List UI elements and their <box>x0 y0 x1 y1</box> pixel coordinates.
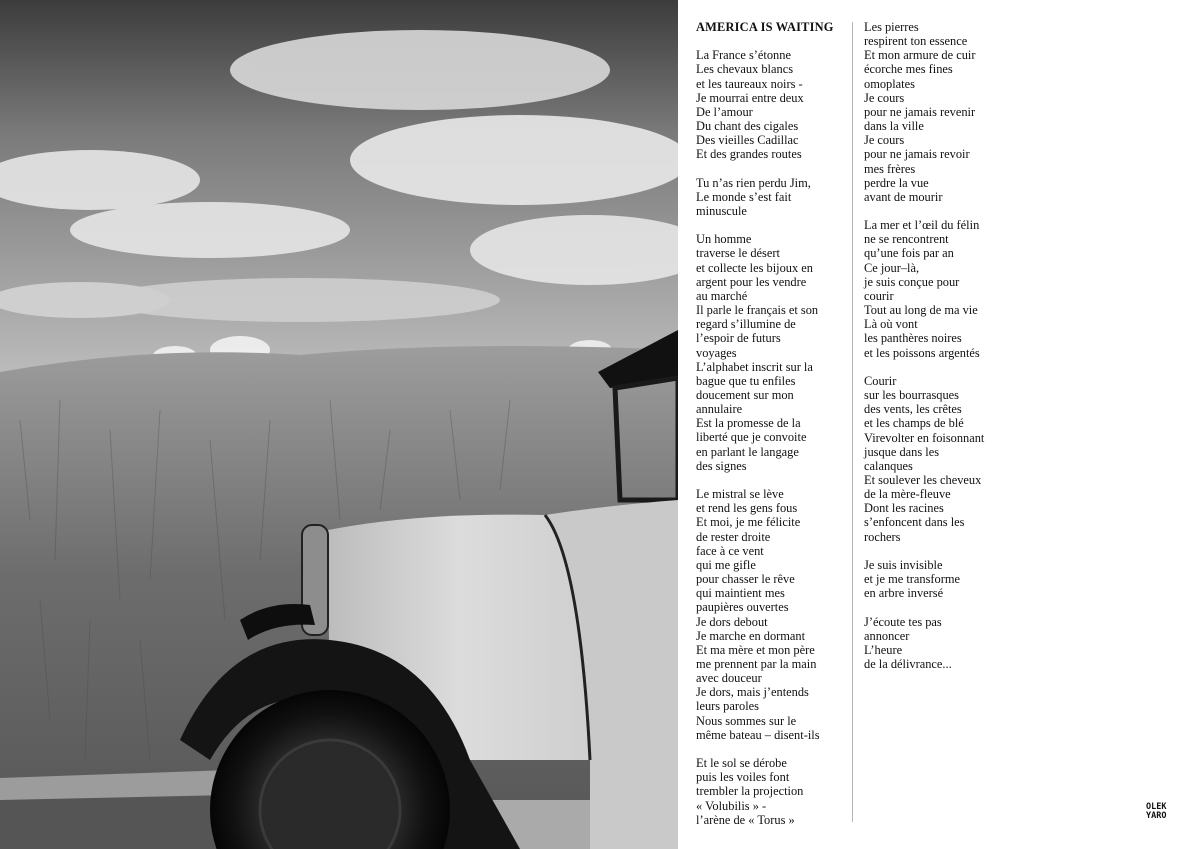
poem-line: qui me gifle <box>696 557 756 572</box>
poem-line: Je suis invisible <box>864 557 943 572</box>
poem-line: Et soulever les cheveux <box>864 472 982 487</box>
poem-line: les panthères noires <box>864 331 962 346</box>
signature-line-1: OLEK <box>1146 802 1167 812</box>
poem-line: de la délivrance... <box>864 656 952 671</box>
poem-line: leurs paroles <box>696 699 759 714</box>
poem-line: en arbre inversé <box>864 586 944 601</box>
poem-line: pour ne jamais revoir <box>864 147 970 162</box>
poem-line: mes frères <box>864 161 916 176</box>
poem-line: et collecte les bijoux en <box>696 260 813 275</box>
poem-line: Et le sol se dérobe <box>696 756 787 771</box>
poem-line: paupières ouvertes <box>696 600 789 615</box>
poem-column-1-body <box>696 48 846 827</box>
poem-line: minuscule <box>696 204 747 218</box>
poem-line: s’enfoncent dans les <box>864 515 965 530</box>
poem-line: Les pierres <box>864 20 919 34</box>
poem-line: pour ne jamais revenir <box>864 104 976 119</box>
poem-line: perdre la vue <box>864 175 929 190</box>
poem-line: Tout au long de ma vie <box>864 303 978 318</box>
poem-line: liberté que je convoite <box>696 430 807 445</box>
poem-line: Courir <box>864 373 897 388</box>
stanza-gap <box>864 204 1024 218</box>
poem-line: La mer et l’œil du félin <box>864 218 980 233</box>
poem-line: Là où vont <box>864 317 918 332</box>
poem-line: Je marche en dormant <box>696 628 806 643</box>
poem-stanza <box>696 176 846 218</box>
poem-line: L’alphabet inscrit sur la <box>696 359 813 374</box>
poem-line: avec douceur <box>696 671 762 686</box>
stanza-gap <box>696 218 846 232</box>
poem-line: Et ma mère et mon père <box>696 642 815 657</box>
poem-line: Des vieilles Cadillac <box>696 133 799 148</box>
poem-line: regard s’illumine de <box>696 317 796 332</box>
poem-column-1 <box>696 20 846 827</box>
poem-line: Nous sommes sur le <box>696 713 797 728</box>
poem-stanza <box>864 218 1024 360</box>
signature-line-2: YARO <box>1146 811 1167 821</box>
poem-stanza <box>696 487 846 742</box>
poem-line: Est la promesse de la <box>696 416 801 431</box>
poem-line: de rester droite <box>696 529 771 544</box>
poem-line: me prennent par la main <box>696 656 817 671</box>
poem-line: voyages <box>696 345 737 360</box>
poem-line: J’écoute tes pas <box>864 614 942 629</box>
poem-title: AMERICA IS WAITING <box>696 20 834 34</box>
poem-line: et les poissons argentés <box>864 345 980 360</box>
poem-line: Ce jour–là, <box>864 260 920 275</box>
poem-line: des signes <box>696 458 747 473</box>
poem-line: Virevolter en foisonnant <box>864 430 985 445</box>
road <box>0 795 230 849</box>
stanza-gap <box>864 544 1024 558</box>
poem-line: Les chevaux blancs <box>696 62 794 77</box>
poem-line: Du chant des cigales <box>696 119 799 134</box>
poem-line: Tu n’as rien perdu Jim, <box>696 175 811 190</box>
poem-line: Je mourrai entre deux <box>696 90 804 105</box>
poem-line: Et moi, je me félicite <box>696 515 801 530</box>
poem-line: respirent ton essence <box>864 34 968 49</box>
poem-line: Un homme <box>696 232 752 247</box>
poem-line: Je cours <box>864 133 905 148</box>
poem-line: puis les voiles font <box>696 770 790 785</box>
poem-line: argent pour les vendre <box>696 274 807 289</box>
poem-line: calanques <box>864 458 913 473</box>
poem-line: l’arène de « Torus » <box>696 812 795 827</box>
poem-line: et je me transforme <box>864 572 960 587</box>
poem-line: dans la ville <box>864 119 924 134</box>
poem-line: de la mère-fleuve <box>864 487 951 502</box>
poem-line: face à ce vent <box>696 543 764 558</box>
poem-column-2-body <box>864 20 1024 671</box>
poem-line: Le mistral se lève <box>696 487 784 502</box>
stanza-gap <box>696 34 846 48</box>
poem-line: annoncer <box>864 628 910 643</box>
poem-line: La France s’étonne <box>696 48 791 63</box>
poem-line: « Volubilis » - <box>696 798 767 813</box>
poem-line: au marché <box>696 288 748 303</box>
poem-line: et les champs de blé <box>864 416 964 431</box>
poem-line: De l’amour <box>696 104 753 119</box>
stanza-gap <box>696 162 846 176</box>
poem-line: Et mon armure de cuir <box>864 48 976 63</box>
poem-line: jusque dans les <box>864 444 940 459</box>
poem-line: pour chasser le rêve <box>696 572 795 587</box>
poem-line: annulaire <box>696 402 743 417</box>
stanza-gap <box>864 600 1024 614</box>
poem-line: Et des grandes routes <box>696 147 802 162</box>
stanza-gap <box>864 360 1024 374</box>
poem-line: avant de mourir <box>864 189 943 204</box>
poem-line: qu’une fois par an <box>864 246 954 261</box>
poem-line: bague que tu enfiles <box>696 373 796 388</box>
poem-line: L’heure <box>864 642 903 657</box>
poem-stanza <box>696 48 846 161</box>
poem-line: rochers <box>864 529 901 544</box>
poem-line: Dont les racines <box>864 501 944 516</box>
poem-stanza <box>864 615 1024 672</box>
poem-line: en parlant le langage <box>696 444 799 459</box>
poem-stanza <box>864 20 1024 204</box>
poem-stanza <box>696 232 846 473</box>
poem-line: trembler la projection <box>696 784 804 799</box>
poem-line: des vents, les crêtes <box>864 402 962 417</box>
column-divider <box>852 22 853 822</box>
poem-line: Je cours <box>864 90 905 105</box>
poem-line: ne se rencontrent <box>864 232 949 247</box>
poem-stanza <box>696 756 846 827</box>
poem-line: même bateau – disent-ils <box>696 727 820 742</box>
poem-column-2 <box>864 20 1024 671</box>
poem-line: sur les bourrasques <box>864 388 959 403</box>
stanza-gap <box>696 473 846 487</box>
poem-line: et rend les gens fous <box>696 501 798 516</box>
poem-line: courir <box>864 288 894 303</box>
poem-line: omoplates <box>864 76 915 91</box>
poem-stanza <box>864 374 1024 544</box>
poem-stanza <box>864 558 1024 600</box>
poem-line: qui maintient mes <box>696 586 785 601</box>
poem-line: et les taureaux noirs - <box>696 76 803 91</box>
author-signature <box>1146 803 1166 821</box>
poem-line: traverse le désert <box>696 246 780 261</box>
poem-line: l’espoir de futurs <box>696 331 781 346</box>
poem-line: Je dors, mais j’entends <box>696 685 809 700</box>
poem-line: écorche mes fines <box>864 62 953 77</box>
poem-line: Il parle le français et son <box>696 303 819 318</box>
poem-line: doucement sur mon <box>696 388 794 403</box>
poem-line: je suis conçue pour <box>864 274 960 289</box>
poem-line: Le monde s’est fait <box>696 189 792 204</box>
poem-line: Je dors debout <box>696 614 768 629</box>
stanza-gap <box>696 742 846 756</box>
